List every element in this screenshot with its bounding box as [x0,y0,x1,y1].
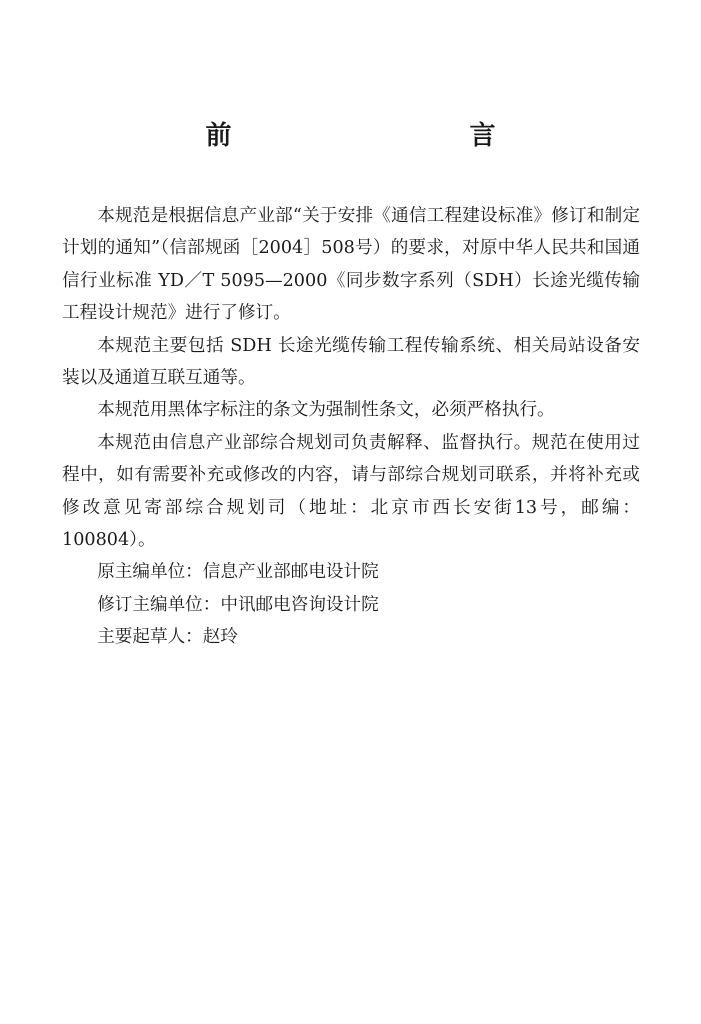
original-editor-unit: 原主编单位：信息产业部邮电设计院 [97,562,379,583]
paragraph-mandatory-clauses: 本规范用黑体字标注的条文为强制性条文，必须严格执行。 [97,400,555,421]
paragraph-scope: 本规范主要包括 SDH 长途光缆传输工程传输系统、相关局站设备安装以及通道互联互通等。 [62,335,640,389]
main-drafter: 主要起草人：赵玲 [97,627,238,648]
page-title: 前 言 [205,121,558,151]
paragraph-interpretation: 本规范由信息产业部综合规划司负责解释、监督执行。规范在使用过程中，如有需要补充或修改的内容，请与部综合规划司联系，并将补充或修改意见寄部综合规划司（地址：北京市西长安街13号，邮编：100804）。 [62,432,640,551]
preface-body [62,200,640,654]
revision-editor-unit: 修订主编单位：中讯邮电咨询设计院 [97,594,379,615]
paragraph-revision-basis: 本规范是根据信息产业部“关于安排《通信工程建设标准》修订和制定计划的通知”（信部规函［2004］508号）的要求，对原中华人民共和国通信行业标准 YD／T 5095—2000《同步数字系列（SDH）长途光缆传输工程设计规范》进行了修订。 [62,206,640,324]
